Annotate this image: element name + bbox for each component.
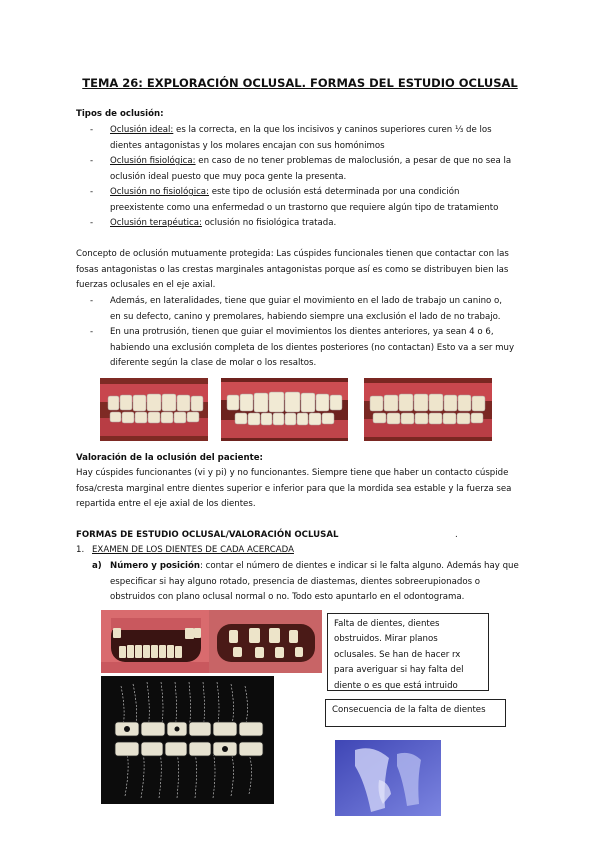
note-line: diente o es que está intruido bbox=[334, 680, 458, 691]
note-line: Falta de dientes, dientes bbox=[334, 619, 440, 629]
bullet-dash: - bbox=[90, 296, 94, 306]
item-line: Además, en lateralidades, tiene que guiar el movimiento en el lado de trabajo un canino o, bbox=[110, 296, 503, 306]
note-line: para averiguar si hay falta del bbox=[334, 665, 464, 676]
bullet-dash: - bbox=[90, 187, 94, 197]
odontogram-image bbox=[101, 676, 274, 804]
item-line: En una protrusión, tienen que guiar el movimientos los dientes anteriores, ya sean 4 o 6, bbox=[110, 327, 494, 337]
valoracion-paragraph bbox=[76, 466, 546, 513]
note-box-falta-dientes bbox=[327, 613, 489, 691]
tipo-term: Oclusión fisiológica: bbox=[110, 156, 196, 166]
missing-teeth-photo-2 bbox=[209, 610, 322, 673]
bullet-dash: - bbox=[90, 156, 94, 166]
tipo-text: en caso de no tener problemas de maloclusión, a pesar de que no sea la bbox=[195, 156, 512, 166]
item-line: habiendo una exclusión completa de los dientes posteriores (no contactan) Esto va a ser muy bbox=[110, 342, 515, 353]
sub-text: : contar el número de dientes e indicar si le falta alguno. Además hay que bbox=[200, 561, 519, 571]
bullet-dash: - bbox=[90, 125, 94, 135]
item-line: diferente según la clase de molar o los resaltos. bbox=[110, 358, 317, 369]
tipo-term: Oclusión no fisiológica: bbox=[110, 187, 209, 197]
sub-text: obstruidos con plano oclusal normal o no. Todo esto apuntarlo en el odontograma. bbox=[110, 592, 465, 603]
sub-text: especificar si hay alguno rotado, presencia de diastemas, dientes sobreerupionados o bbox=[110, 576, 481, 587]
sub-term: Número y posición bbox=[110, 561, 200, 571]
concepto-paragraph bbox=[76, 247, 536, 294]
bullet-dash: - bbox=[90, 327, 94, 337]
note-line: Consecuencia de la falta de dientes bbox=[332, 705, 486, 715]
page-title: TEMA 26: EXPLORACIÓN OCLUSAL. FORMAS DEL ESTUDIO OCLUSAL bbox=[82, 76, 518, 90]
section-number: 1. bbox=[76, 545, 85, 555]
item-line: en su defecto, canino y premolares, habiendo siempre una exclusión el lado de no trabajo. bbox=[110, 311, 501, 322]
teeth-photo-lateral-right bbox=[100, 378, 208, 441]
teeth-photo-lateral-left bbox=[364, 378, 492, 441]
missing-teeth-photo-1 bbox=[101, 610, 209, 673]
tipos-heading: Tipos de oclusión: bbox=[76, 109, 164, 119]
xray-image bbox=[335, 740, 441, 816]
tipo-text: es la correcta, en la que los incisivos y caninos superiores curen ⅓ de los bbox=[173, 125, 492, 135]
paragraph-line: fuerzas oclusales en el eje axial. bbox=[76, 280, 216, 291]
note-box-consecuencia bbox=[325, 699, 506, 727]
paragraph-line: Concepto de oclusión mutuamente protegida: Las cúspides funcionales tienen que contactar con las bbox=[76, 249, 509, 259]
tipo-text-cont: dientes antagonistas y los molares encajan con sus homónimos bbox=[110, 140, 385, 151]
bullet-dash: - bbox=[90, 218, 94, 228]
paragraph-line: repartida entre el eje axial de los dientes. bbox=[76, 499, 256, 510]
sub-item-numero-posicion bbox=[110, 559, 550, 606]
section-title: EXAMEN DE LOS DIENTES DE CADA ACERCADA bbox=[92, 545, 294, 555]
tipo-text-cont: preexistente como una enfermedad o un trastorno que requiere algún tipo de tratamiento bbox=[110, 202, 499, 213]
formas-trailing-dot: . bbox=[455, 530, 458, 540]
note-line: oclusales. Se han de hacer rx bbox=[334, 649, 461, 660]
tipo-text: oclusión no fisiológica tratada. bbox=[201, 218, 337, 228]
tipo-text: este tipo de oclusión está determinada por una condición bbox=[208, 187, 460, 197]
note-line: obstruidos. Mirar planos bbox=[334, 634, 438, 645]
teeth-photo-frontal bbox=[221, 378, 348, 441]
tipo-term: Oclusión ideal: bbox=[110, 125, 174, 135]
tipo-text-cont: oclusión ideal puesto que muy poca gente la presenta. bbox=[110, 171, 347, 182]
paragraph-line: fosas antagonistas o las crestas marginales antagonistas porque así es como se distribuyen bien las bbox=[76, 264, 509, 275]
paragraph-line: Hay cúspides funcionantes (vi y pi) y no funcionantes. Siempre tiene que haber un contacto cúspide bbox=[76, 468, 509, 478]
valoracion-heading: Valoración de la oclusión del paciente: bbox=[76, 453, 263, 463]
sub-letter: a) bbox=[92, 561, 102, 571]
paragraph-line: fosa/cresta marginal entre dientes superior e inferior para que la mordida sea estable y la fuerza sea bbox=[76, 483, 512, 494]
tipo-term: Oclusión terapéutica: bbox=[110, 218, 202, 228]
formas-heading: FORMAS DE ESTUDIO OCLUSAL/VALORACIÓN OCLUSAL bbox=[76, 530, 339, 540]
